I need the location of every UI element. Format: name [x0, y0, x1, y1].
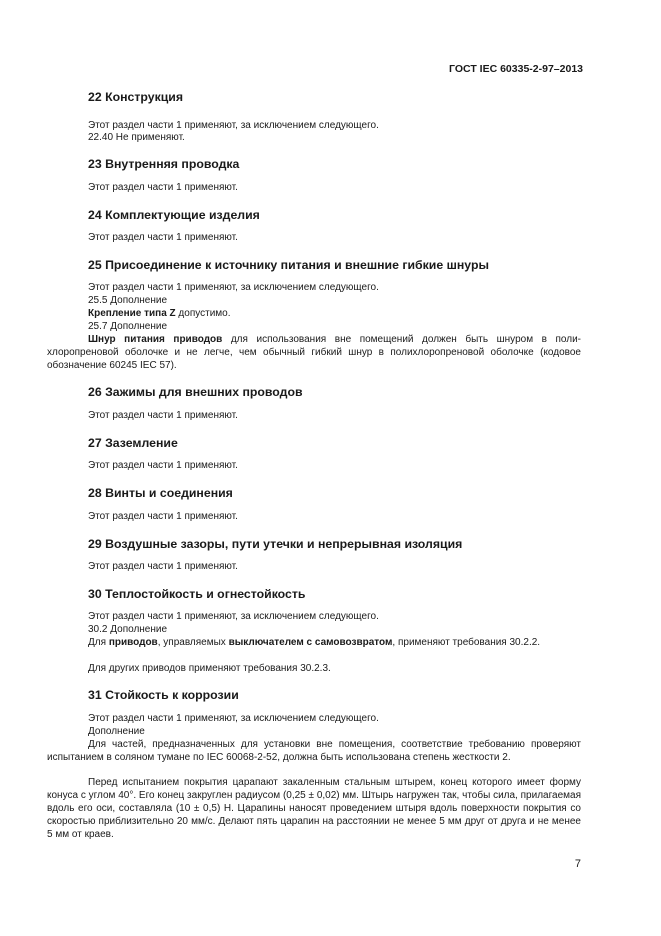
section-24-line-1: Этот раздел части 1 применяют.: [88, 232, 238, 243]
section-31-paragraph-1: Для частей, предназначенных для установки вне помещения, соответствие требованию проверяют испытанием в соляном тумане по IEC 60068-2-52, должна быть использована степень жесткости 2.: [47, 739, 581, 763]
section-25-line-4: 25.7 Дополнение: [88, 321, 168, 332]
section-25-title: 25 Присоединение к источнику питания и внешние гибкие шнуры: [88, 258, 489, 272]
section-30-line-2: 30.2 Дополнение: [88, 624, 168, 635]
section-25-line-3: Крепление типа Z допустимо.: [88, 308, 231, 319]
section-25-line-1: Этот раздел части 1 применяют, за исключением следующего.: [88, 282, 379, 293]
section-28-line-1: Этот раздел части 1 применяют.: [88, 511, 238, 522]
section-27-line-1: Этот раздел части 1 применяют.: [88, 460, 238, 471]
section-30-paragraph: Для приводов, управляемых выключателем с самовозвратом, применяют требования 30.2.2.: [88, 637, 541, 648]
page-number: 7: [574, 858, 581, 870]
section-27-title: 27 Заземление: [88, 436, 178, 450]
section-22-title: 22 Конструкция: [88, 90, 184, 104]
section-22-line-1: Этот раздел части 1 применяют, за исключением следующего.: [88, 120, 379, 131]
section-30-line-1: Этот раздел части 1 применяют, за исключением следующего.: [88, 611, 379, 622]
section-23-title: 23 Внутренняя проводка: [88, 157, 240, 171]
section-29-title: 29 Воздушные зазоры, пути утечки и непрерывная изоляция: [88, 537, 463, 551]
section-24-title: 24 Комплектующие изделия: [88, 208, 260, 222]
section-30-title: 30 Теплостойкость и огнестойкость: [88, 587, 306, 601]
section-23-line-1: Этот раздел части 1 применяют.: [88, 182, 238, 193]
term-power-cord: Шнур питания приводов: [88, 334, 223, 345]
section-26-line-1: Этот раздел части 1 применяют.: [88, 410, 238, 421]
section-29-line-1: Этот раздел части 1 применяют.: [88, 561, 238, 572]
section-30-line-3: Для других приводов применяют требования 30.2.3.: [88, 663, 331, 674]
term-momentary-switch: выключателем с самовозвратом: [228, 637, 393, 648]
section-22-line-2: 22.40 Не применяют.: [88, 132, 185, 143]
section-31-paragraph-2: Перед испытанием покрытия царапают закаленным стальным штырем, конец которого имеет форму конуса с углом 40°. Его конец закруглен радиусом (0,25 ± 0,02) мм. Штырь нагружен так, чтобы сила, прилагаемая вдоль его оси, составляла (10 ± 0,5) Н. Царапины наносят проведением штыря вдоль поверхности покрытия со скоростью приблизительно 20 мм/с. Делают пять царапин на расстоянии не менее 5 мм друг от друга и не менее 5 мм от краев.: [47, 777, 581, 840]
section-25-line-2: 25.5 Дополнение: [88, 295, 168, 306]
section-31-title: 31 Стойкость к коррозии: [88, 688, 239, 702]
document-code: ГОСТ IEC 60335-2-97–2013: [449, 63, 583, 75]
section-25-paragraph: Шнур питания приводов для использования вне помещений должен быть шнуром в поли-хлоропреновой оболочке и не легче, чем обычный гибкий шнур в полихлоропреновой оболочке (кодовое обозначение 60245 IEC 57).: [47, 334, 581, 371]
section-31-line-2: Дополнение: [88, 726, 145, 737]
term-z-attachment: Крепление типа Z: [88, 308, 176, 319]
section-26-title: 26 Зажимы для внешних проводов: [88, 385, 303, 399]
section-31-line-1: Этот раздел части 1 применяют, за исключением следующего.: [88, 713, 379, 724]
section-28-title: 28 Винты и соединения: [88, 486, 233, 500]
term-actuators: приводов: [108, 637, 158, 648]
